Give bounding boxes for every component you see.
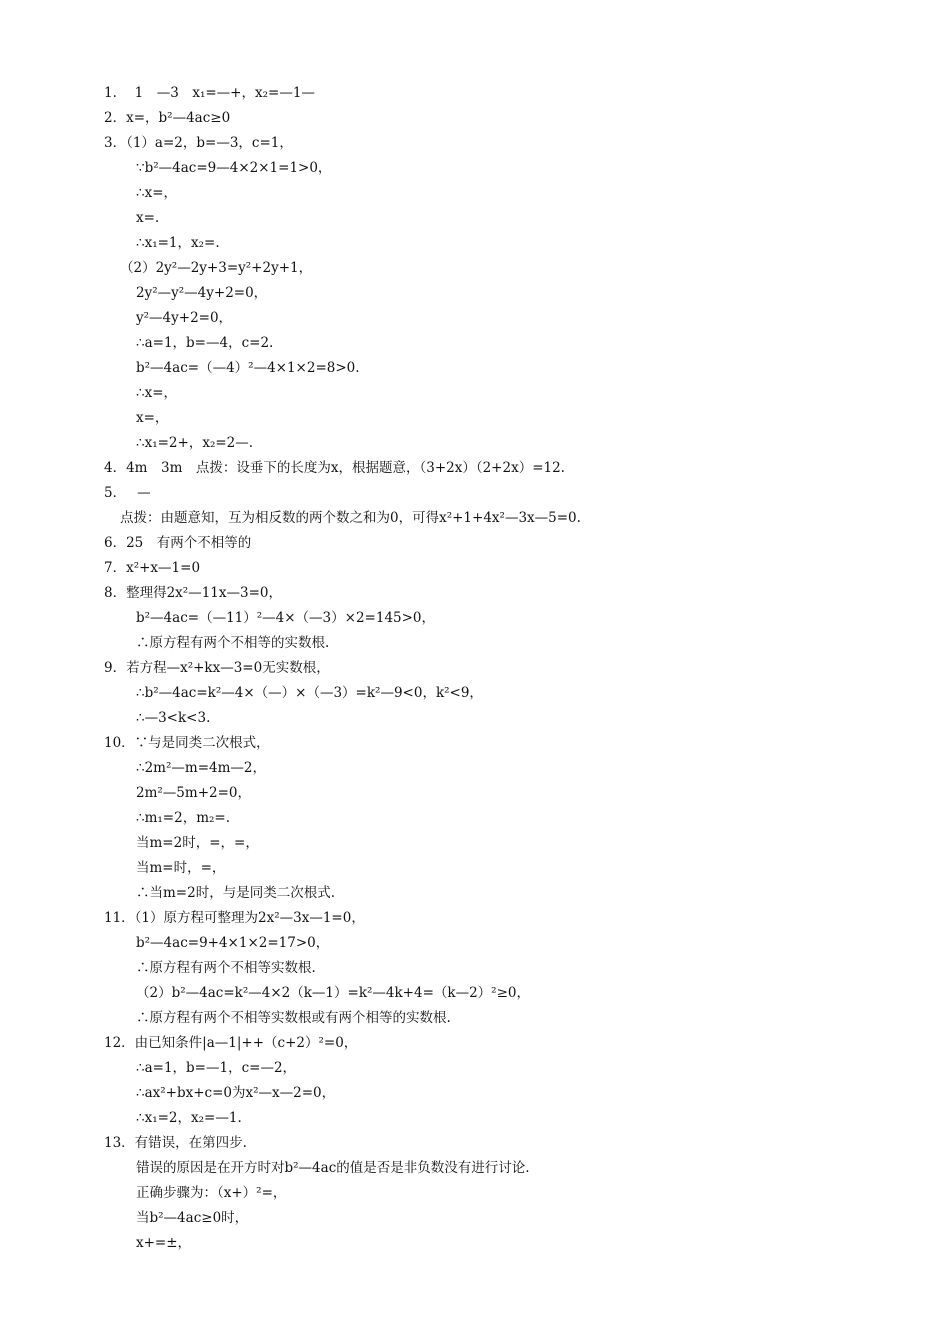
answer-13-step: 错误的原因是在开方时对b²—4ac的值是否是非负数没有进行讨论. xyxy=(136,1160,530,1176)
answer-10-step: ∴当m=2时，与是同类二次根式. xyxy=(136,885,335,901)
answer-13: 13．有错误，在第四步. xyxy=(104,1135,247,1151)
answer-10-step: ∴2m²—m=4m—2， xyxy=(136,760,266,776)
answer-3-step: b²—4ac=（—4）²—4×1×2=8>0. xyxy=(136,360,360,376)
answer-9: 9．若方程—x²+kx—3=0无实数根， xyxy=(104,660,330,676)
answer-13-step: 当b²—4ac≥0时， xyxy=(136,1210,249,1226)
answer-3-step: x=， xyxy=(136,410,169,426)
answer-13-step: 正确步骤为：（x+）²=， xyxy=(136,1185,287,1201)
answer-13-step: x+=±， xyxy=(136,1235,192,1251)
answer-9-step: ∴b²—4ac=k²—4×（—）×（—3）=k²—9<0，k²<9， xyxy=(136,685,483,701)
answer-8-step: b²—4ac=（—11）²—4×（—3）×2=145>0， xyxy=(136,610,436,626)
answer-3-step: ∴x=， xyxy=(136,185,178,201)
answer-1: 1. 1 —3 x₁=—+，x₂=—1— xyxy=(104,85,315,101)
answer-11-step: ∴原方程有两个不相等实数根. xyxy=(136,960,316,976)
answer-3-step: 2y²—y²—4y+2=0， xyxy=(136,285,268,301)
answer-11-step: ∴原方程有两个不相等实数根或有两个相等的实数根. xyxy=(136,1010,451,1026)
answer-11-step: b²—4ac=9+4×1×2=17>0， xyxy=(136,935,330,951)
answer-3-step: ∴a=1，b=—4，c=2. xyxy=(136,335,274,351)
answer-4: 4．4m 3m 点拨：设垂下的长度为x，根据题意，（3+2x）（2+2x）=12. xyxy=(104,460,565,476)
answer-3-step: x=. xyxy=(136,210,160,226)
answer-12: 12．由已知条件|a—1|++（c+2）²=0， xyxy=(104,1035,358,1051)
answer-10-step: 当m=2时，=，=， xyxy=(136,835,259,851)
answer-8: 8．整理得2x²—11x—3=0， xyxy=(104,585,282,601)
answer-11: 11．（1）原方程可整理为2x²—3x—1=0， xyxy=(104,910,365,926)
answer-3-step: ∵b²—4ac=9—4×2×1=1>0， xyxy=(136,160,332,176)
answer-5-hint: 点拨：由题意知，互为相反数的两个数之和为0，可得x²+1+4x²—3x—5=0. xyxy=(120,510,581,526)
answer-2: 2．x=，b²—4ac≥0 xyxy=(104,110,231,126)
answer-6: 6．25 有两个不相等的 xyxy=(104,535,252,551)
answer-3-step: ∴x=， xyxy=(136,385,178,401)
answer-3: 3．（1）a=2，b=—3，c=1， xyxy=(104,135,293,151)
answer-3-step: y²—4y+2=0， xyxy=(136,310,233,326)
answer-5: 5． — xyxy=(104,485,151,501)
answer-8-step: ∴原方程有两个不相等的实数根. xyxy=(136,635,330,651)
answer-7: 7．x²+x—1=0 xyxy=(104,560,201,576)
answer-12-step: ∴x₁=2，x₂=—1. xyxy=(136,1110,242,1126)
answer-10-step: 2m²—5m+2=0， xyxy=(136,785,251,801)
answer-12-step: ∴ax²+bx+c=0为x²—x—2=0， xyxy=(136,1085,336,1101)
answer-10-step: ∴m₁=2，m₂=. xyxy=(136,810,231,826)
answer-3-step: ∴x₁=2+，x₂=2—. xyxy=(136,435,254,451)
answer-3-part2: （2）2y²—2y+3=y²+2y+1， xyxy=(120,260,313,276)
answer-3-step: ∴x₁=1，x₂=. xyxy=(136,235,220,251)
answer-11-step: （2）b²—4ac=k²—4×2（k—1）=k²—4k+4=（k—2）²≥0， xyxy=(136,985,530,1001)
answer-9-step: ∴—3<k<3. xyxy=(136,710,211,726)
answer-10-step: 当m=时，=， xyxy=(136,860,226,876)
answer-12-step: ∴a=1，b=—1，c=—2， xyxy=(136,1060,297,1076)
answer-10: 10．∵与是同类二次根式， xyxy=(104,735,270,751)
